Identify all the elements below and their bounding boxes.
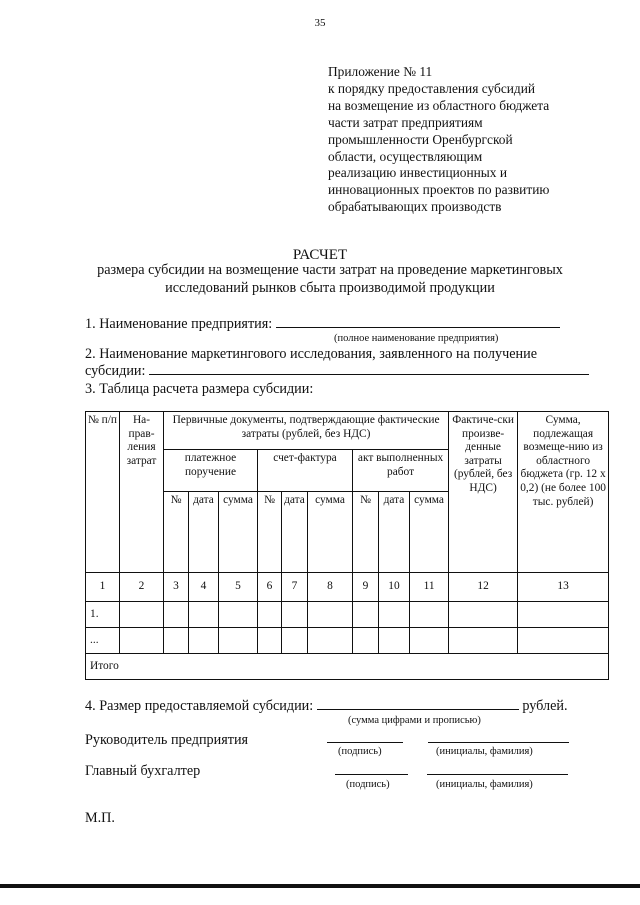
column-number: 2	[120, 573, 164, 602]
head-name-line[interactable]	[428, 742, 569, 743]
row-number: ...	[86, 628, 120, 654]
accountant-signature-hint: (подпись)	[346, 779, 390, 790]
appendix-line: на возмещение из областного бюджета	[328, 97, 550, 113]
column-number: 6	[258, 573, 282, 602]
subsidy-calculation-table	[85, 411, 609, 680]
column-number: 7	[282, 573, 308, 602]
header-payment-order: платежное поручение	[164, 450, 258, 492]
total-row	[86, 654, 609, 680]
header-row-number: № п/п	[86, 412, 120, 573]
head-signature-line[interactable]	[327, 742, 403, 743]
appendix-line: инновационных проектов по развитию	[328, 182, 550, 198]
column-number: 11	[410, 573, 449, 602]
header-work-act: акт выполненных работ	[353, 450, 449, 492]
table-row	[86, 628, 609, 654]
page-bottom-rule	[0, 884, 640, 888]
accountant-label: Главный бухгалтер	[85, 763, 201, 779]
appendix-line: реализацию инвестиционных и	[328, 165, 508, 181]
header-subsidy-amount: Сумма, подлежащая возмеще-нию из областного бюджета (гр. 12 х 0,2) (не более 100 тыс. рублей)	[518, 412, 609, 573]
appendix-header	[328, 64, 549, 216]
stamp-place: М.П.	[85, 810, 115, 826]
subheader-date: дата	[189, 492, 219, 573]
header-directions: На-прав-ления затрат	[120, 412, 164, 573]
subsidy-amount-label: 4. Размер предоставляемой субсидии:	[85, 698, 314, 714]
column-number: 13	[518, 573, 609, 602]
header-actual-costs: Фактиче-ски произве-денные затраты (рублей, без НДС)	[449, 412, 518, 573]
subheader-number: №	[353, 492, 379, 573]
subheader-number: №	[164, 492, 189, 573]
appendix-line: части затрат предприятиям	[328, 114, 483, 130]
enterprise-name-row	[85, 316, 560, 333]
total-label: Итого	[86, 654, 609, 680]
table-section-label: 3. Таблица расчета размера субсидии:	[85, 381, 314, 397]
column-number: 5	[219, 573, 258, 602]
accountant-name-hint: (инициалы, фамилия)	[436, 779, 533, 790]
subheader-number: №	[258, 492, 282, 573]
document-subtitle: размера субсидии на возмещение части затрат на проведение маркетинговых исследований рынков сбыта производимой продукции	[97, 262, 563, 296]
head-name-hint: (инициалы, фамилия)	[436, 746, 533, 757]
accountant-signature-line[interactable]	[335, 774, 408, 775]
subsidy-amount-row	[85, 698, 568, 715]
subsidy-amount-hint: (сумма цифрами и прописью)	[348, 715, 481, 726]
enterprise-name-field[interactable]	[276, 316, 560, 328]
research-name-label: 2. Наименование маркетингового исследования, заявленного на получение	[85, 346, 538, 362]
subheader-date: дата	[282, 492, 308, 573]
research-name-row	[85, 363, 589, 380]
appendix-line: обрабатывающих производств	[328, 199, 502, 215]
accountant-name-line[interactable]	[427, 774, 568, 775]
column-number: 1	[86, 573, 120, 602]
subheader-sum: сумма	[410, 492, 449, 573]
header-invoice: счет-фактура	[258, 450, 353, 492]
column-number: 3	[164, 573, 189, 602]
header-primary-documents: Первичные документы, подтверждающие фактические затраты (рублей, без НДС)	[164, 412, 449, 450]
column-number: 9	[353, 573, 379, 602]
subheader-sum: сумма	[308, 492, 353, 573]
appendix-line: промышленности Оренбургской	[328, 131, 513, 147]
subsidy-amount-unit: рублей.	[522, 698, 568, 714]
research-name-label-2: субсидии:	[85, 363, 146, 379]
column-number: 8	[308, 573, 353, 602]
research-name-field[interactable]	[149, 363, 589, 375]
head-signature-hint: (подпись)	[338, 746, 382, 757]
table-row	[86, 602, 609, 628]
document-title: РАСЧЕТ	[292, 247, 348, 263]
appendix-line: области, осуществляющим	[328, 148, 483, 164]
row-number: 1.	[86, 602, 120, 628]
enterprise-name-label: 1. Наименование предприятия:	[85, 316, 273, 332]
column-number: 12	[449, 573, 518, 602]
enterprise-name-hint: (полное наименование предприятия)	[334, 333, 499, 344]
appendix-line: к порядку предоставления субсидий	[328, 80, 536, 96]
column-number: 4	[189, 573, 219, 602]
column-number: 10	[379, 573, 410, 602]
head-label: Руководитель предприятия	[85, 732, 249, 748]
page-number: 35	[314, 17, 326, 29]
appendix-line: Приложение № 11	[328, 64, 433, 79]
subheader-date: дата	[379, 492, 410, 573]
subsidy-amount-field[interactable]	[317, 698, 519, 710]
subheader-sum: сумма	[219, 492, 258, 573]
